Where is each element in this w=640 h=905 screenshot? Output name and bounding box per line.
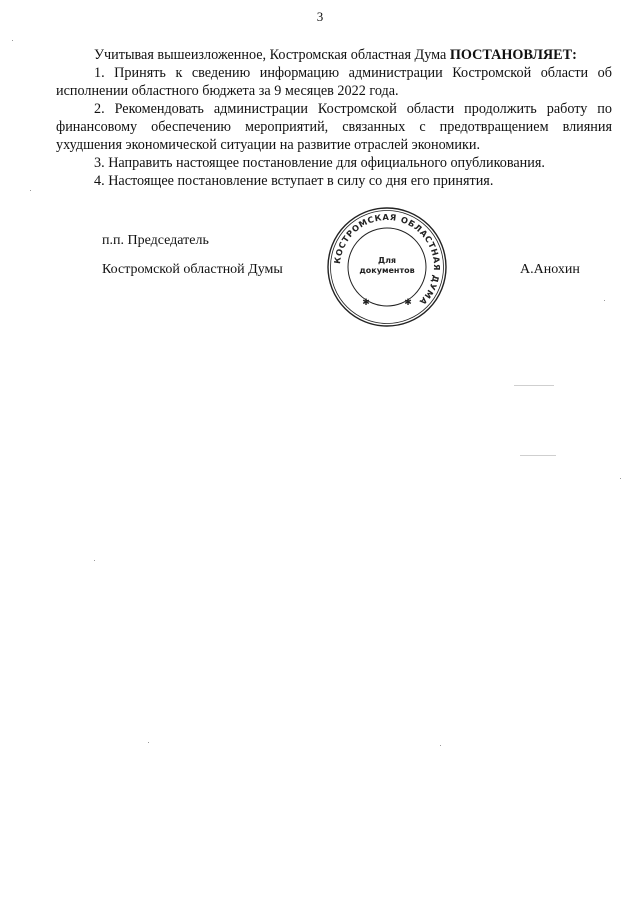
stamp-center-line2: документов [359, 266, 415, 275]
intro-lead-text: Учитывая вышеизложенное, Костромская областная Дума [94, 47, 450, 63]
scan-speck [30, 190, 31, 191]
scan-speck [620, 478, 621, 479]
resolution-item-1: 1. Принять к сведению информацию администрации Костромской области об исполнении областного бюджета за 9 месяцев 2022 года. [56, 65, 612, 99]
signatory-position-line2: Костромской областной Думы [102, 262, 283, 277]
stamp-star-left-icon: ✱ [362, 298, 370, 308]
scan-speck [520, 455, 556, 456]
stamp-star-right-icon: ✱ [404, 298, 412, 308]
scan-speck [514, 385, 554, 386]
scan-speck [148, 742, 149, 743]
resolution-item-4: 4. Настоящее постановление вступает в силу со дня его принятия. [94, 173, 494, 189]
resolution-body [56, 46, 612, 190]
resolution-item-3: 3. Направить настоящее постановление для официального опубликования. [94, 155, 545, 171]
intro-paragraph [56, 46, 612, 64]
scan-speck [604, 300, 605, 301]
resolution-item-2: 2. Рекомендовать администрации Костромской области продолжить работу по финансовому обеспечению мероприятий, связанных с предотвращением влияния ухудшения экономической ситуации на развитие отраслей экономики. [56, 101, 612, 153]
stamp-center-line1: Для [377, 256, 397, 265]
stamp-ring-text: КОСТРОМСКАЯ ОБЛАСТНАЯ ДУМА [332, 211, 443, 308]
signatory-position-line1: п.п. Председатель [102, 233, 209, 248]
scan-speck [94, 560, 95, 561]
resolves-keyword: ПОСТАНОВЛЯЕТ: [449, 47, 577, 63]
page-number: 3 [316, 9, 324, 24]
scan-speck [440, 745, 441, 746]
signatory-name: А.Анохин [520, 262, 580, 277]
scan-speck [12, 40, 13, 41]
official-seal-stamp [326, 206, 448, 328]
